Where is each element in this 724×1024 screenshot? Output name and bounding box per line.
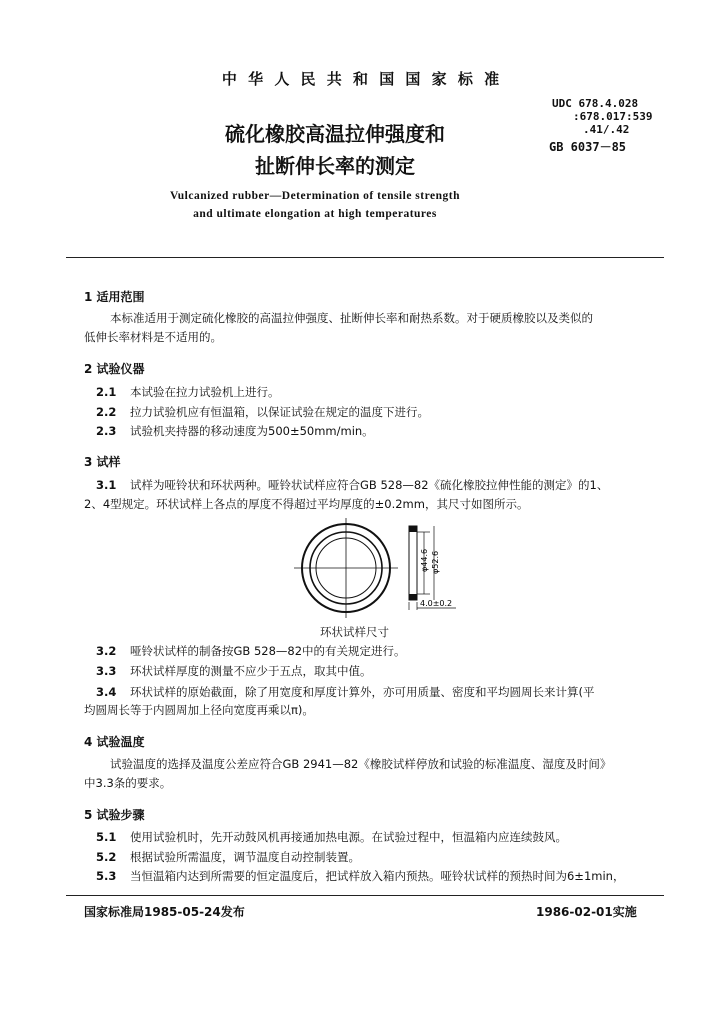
section-4-paragraph-line-2: 中3.3条的要求。 — [84, 776, 172, 790]
clause-2-1 — [96, 382, 280, 402]
ring-specimen-figure — [286, 516, 466, 626]
clause-3-4-line-2: 均圆周长等于内圆周加上径向宽度再乘以π)。 — [84, 703, 314, 717]
clause-text: 环状试样厚度的测量不应少于五点，取其中值。 — [130, 664, 372, 678]
section-5-heading: 5 试验步骤 — [84, 808, 145, 822]
section-3-heading: 3 试样 — [84, 455, 121, 469]
clause-number: 2.1 — [96, 385, 117, 399]
clause-3-3 — [96, 661, 372, 681]
udc-code-line-3: .41/.42 — [583, 123, 630, 136]
clause-number: 3.1 — [96, 478, 117, 492]
section-4-heading: 4 试验温度 — [84, 735, 145, 749]
clause-3-1-line-2: 2、4型规定。环状试样上各点的厚度不得超过平均厚度的±0.2mm，其尺寸如图所示。 — [84, 497, 529, 511]
clause-text: 根据试验所需温度，调节温度自动控制装置。 — [130, 850, 360, 864]
ring-top-view — [294, 518, 398, 618]
clause-number: 5.1 — [96, 830, 117, 844]
clause-text: 当恒温箱内达到所需要的恒定温度后，把试样放入箱内预热。哑铃状试样的预热时间为6±1min， — [130, 869, 625, 883]
clause-5-2 — [96, 847, 360, 867]
title-line-1: 硫化橡胶高温拉伸强度和 — [225, 122, 445, 146]
clause-number: 3.3 — [96, 664, 117, 678]
gb-standard-number: GB 6037－85 — [549, 140, 627, 154]
clause-2-2 — [96, 402, 429, 422]
standard-org-header: 中 华 人 民 共 和 国 国 家 标 准 — [221, 70, 503, 88]
dim-inner-diameter: φ44.6 — [420, 548, 429, 572]
section-1-heading: 1 适用范围 — [84, 290, 145, 304]
udc-code-line-1: UDC 678.4.028 — [552, 97, 639, 110]
english-title-line-2: and ultimate elongation at high temperatures — [193, 208, 437, 220]
section-4-paragraph-line-1: 试验温度的选择及温度公差应符合GB 2941—82《橡胶试样停放和试验的标准温度、湿度及时间》 — [110, 757, 612, 771]
figure-caption: 环状试样尺寸 — [320, 625, 389, 639]
clause-2-3 — [96, 421, 374, 441]
header-divider — [66, 257, 664, 258]
clause-number: 3.2 — [96, 644, 117, 658]
clause-number: 3.4 — [96, 685, 117, 699]
clause-number: 5.2 — [96, 850, 117, 864]
clause-3-4-line-1 — [96, 682, 594, 702]
clause-text: 试验机夹持器的移动速度为500±50mm/min。 — [130, 424, 374, 438]
dim-width: 4.0±0.2 — [420, 599, 453, 608]
clause-3-1-line-1 — [96, 475, 608, 495]
clause-text: 本试验在拉力试验机上进行。 — [130, 385, 280, 399]
section-2-heading: 2 试验仪器 — [84, 362, 145, 376]
section-1-paragraph-line-2: 低伸长率材料是不适用的。 — [84, 330, 222, 344]
footer-divider — [66, 895, 664, 896]
clause-text: 环状试样的原始截面，除了用宽度和厚度计算外，亦可用质量、密度和平均圆周长来计算(平 — [130, 685, 595, 699]
clause-3-2 — [96, 641, 406, 661]
clause-text: 拉力试验机应有恒温箱，以保证试验在规定的温度下进行。 — [130, 405, 429, 419]
clause-number: 2.3 — [96, 424, 117, 438]
clause-number: 5.3 — [96, 869, 117, 883]
effective-date: 1986-02-01实施 — [536, 905, 637, 919]
section-1-paragraph-line-1: 本标准适用于测定硫化橡胶的高温拉伸强度、扯断伸长率和耐热系数。对于硬质橡胶以及类似的 — [110, 311, 593, 325]
clause-text: 哑铃状试样的制备按GB 528—82中的有关规定进行。 — [130, 644, 406, 658]
ring-cross-section — [409, 526, 456, 610]
english-title-line-1: Vulcanized rubber—Determination of tensile strength — [170, 190, 460, 202]
clause-text: 试样为哑铃状和环状两种。哑铃状试样应符合GB 528—82《硫化橡胶拉伸性能的测定》的1、 — [130, 478, 609, 492]
issue-date: 国家标准局1985-05-24发布 — [84, 905, 245, 919]
title-line-2: 扯断伸长率的测定 — [255, 154, 415, 178]
clause-number: 2.2 — [96, 405, 117, 419]
clause-5-3 — [96, 866, 624, 886]
clause-text: 使用试验机时，先开动鼓风机再接通加热电源。在试验过程中，恒温箱内应连续鼓风。 — [130, 830, 567, 844]
clause-5-1 — [96, 827, 567, 847]
dim-outer-diameter: φ52.6 — [431, 550, 440, 574]
udc-code-line-2: :678.017:539 — [573, 110, 653, 123]
